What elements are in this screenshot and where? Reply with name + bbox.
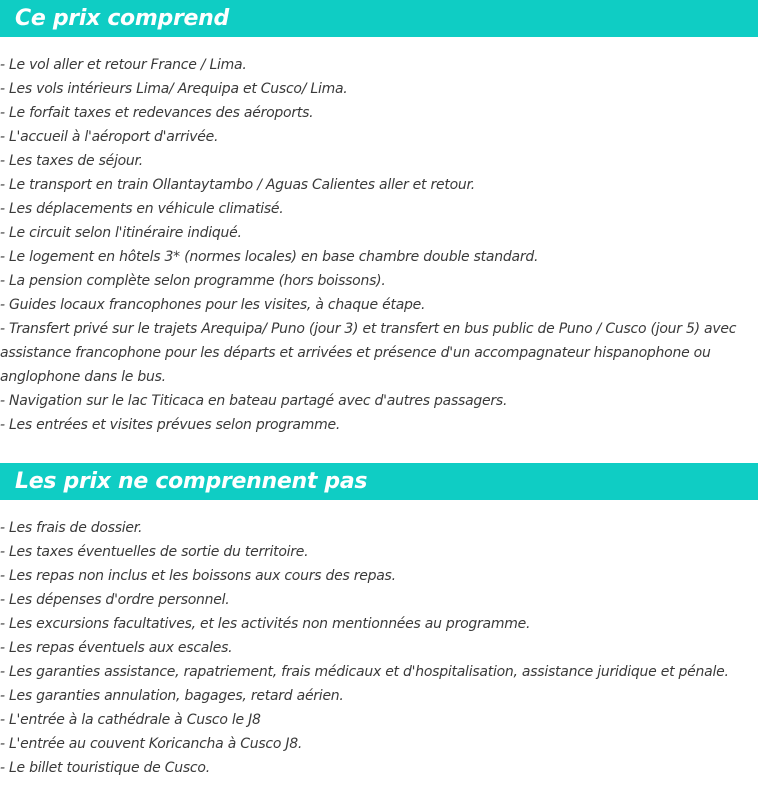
excludes-list-item: - Les frais de dossier. <box>0 520 143 536</box>
includes-list-item: - Navigation sur le lac Titicaca en bateau partagé avec d'autres passagers. <box>0 393 508 409</box>
includes-list-item: - L'accueil à l'aéroport d'arrivée. <box>0 129 219 145</box>
excludes-list-item: - Les taxes éventuelles de sortie du territoire. <box>0 544 309 560</box>
includes-list-item: - Le logement en hôtels 3* (normes locales) en base chambre double standard. <box>0 249 539 265</box>
excludes-list-item: - Les excursions facultatives, et les activités non mentionnées au programme. <box>0 616 531 632</box>
excludes-list-item: - Les repas non inclus et les boissons aux cours des repas. <box>0 568 396 584</box>
includes-list-item: - Le forfait taxes et redevances des aéroports. <box>0 105 314 121</box>
includes-list-item: - Les déplacements en véhicule climatisé. <box>0 201 284 217</box>
excludes-list-item: - Les garanties assistance, rapatriement, frais médicaux et d'hospitalisation, assistance juridique et pénale. <box>0 664 729 680</box>
excludes-list-item: - Le billet touristique de Cusco. <box>0 760 210 776</box>
excludes-section-title: Les prix ne comprennent pas <box>15 469 368 494</box>
includes-list-item: - Les taxes de séjour. <box>0 153 143 169</box>
includes-list-item: - Le circuit selon l'itinéraire indiqué. <box>0 225 242 241</box>
excludes-list-item: - L'entrée à la cathédrale à Cusco le J8 <box>0 712 261 728</box>
excludes-section-header <box>0 463 758 500</box>
includes-list-item: - Les vols intérieurs Lima/ Arequipa et Cusco/ Lima. <box>0 81 348 97</box>
excludes-list-item: - L'entrée au couvent Koricancha à Cusco J8. <box>0 736 303 752</box>
includes-list-item: - Le vol aller et retour France / Lima. <box>0 57 247 73</box>
excludes-list-item: - Les dépenses d'ordre personnel. <box>0 592 230 608</box>
excludes-list-item: - Les repas éventuels aux escales. <box>0 640 233 656</box>
includes-section-header <box>0 0 758 37</box>
excludes-list <box>0 516 758 780</box>
includes-list-item: - Guides locaux francophones pour les visites, à chaque étape. <box>0 297 426 313</box>
includes-list-item: - Les entrées et visites prévues selon programme. <box>0 417 341 433</box>
excludes-list-item: - Les garanties annulation, bagages, retard aérien. <box>0 688 344 704</box>
includes-list-item: - La pension complète selon programme (hors boissons). <box>0 273 386 289</box>
includes-list-item: - Le transport en train Ollantaytambo / Aguas Calientes aller et retour. <box>0 177 475 193</box>
includes-list-item: - Transfert privé sur le trajets Arequipa/ Puno (jour 3) et transfert en bus public de Puno / Cusco (jour 5) avec assistance francophone pour les départs et arrivées et présence d'un accompagnateur hispanophone ou anglophone dans le bus. <box>0 321 737 385</box>
includes-section-title: Ce prix comprend <box>15 6 229 31</box>
includes-list <box>0 53 758 437</box>
